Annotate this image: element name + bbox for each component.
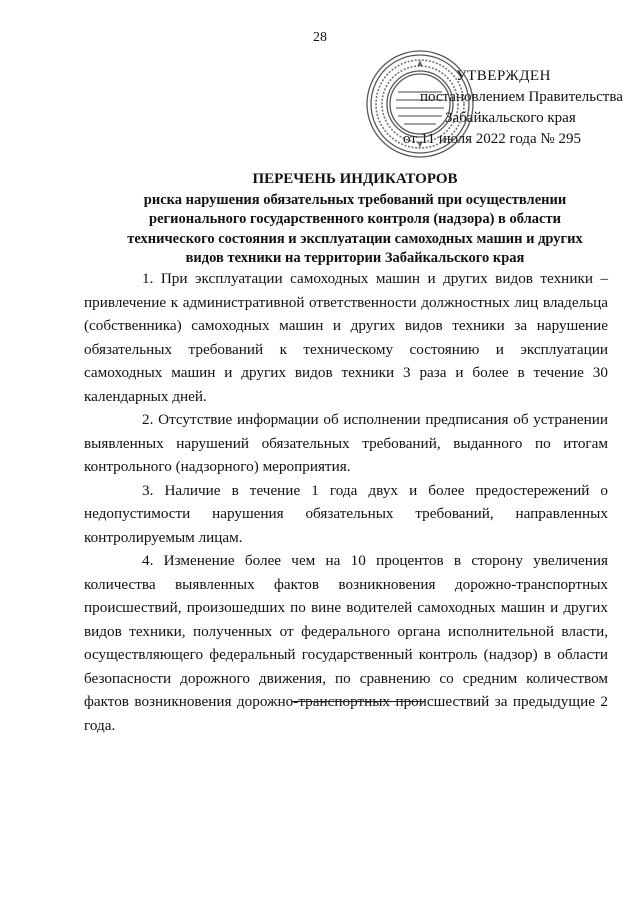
list-item: 1. При эксплуатации самоходных машин и других видов техники – привлечение к административной ответственности должностных лиц владельца (собственника) самоходных машин и других видов техники за нарушение обязательных требований к техническому состоянию и эксплуатации самоходных машин и других видов техники 3 раза и более в течение 30 календарных дней. [84, 270, 608, 405]
indicator-list [84, 267, 608, 737]
title-heading: ПЕРЕЧЕНЬ ИНДИКАТОРОВ [252, 171, 458, 187]
title-subheading: риска нарушения обязательных требований при осуществлении регионального государственного контроля (надзора) в области технического состояния и эксплуатации самоходных машин и других видов техники на территории Забайкальского края [127, 191, 583, 266]
list-item: 4. Изменение более чем на 10 процентов в сторону увеличения количества выявленных фактов возникновения дорожно-транспортных происшествий, произошедших по вине водителей самоходных машин и других видов техники, полученных от федерального органа исполнительной власти, осуществляющего федеральный государственный контроль (надзор) в области безопасности дорожного движения, по сравнению со средним количеством фактов возникновения дорожно-транспортных происшествий за предыдущие 2 года. [84, 552, 608, 734]
list-item: 2. Отсутствие информации об исполнении предписания об устранении выявленных нарушений обязательных требований, выданного по итогам контрольного (надзорного) мероприятия. [84, 411, 608, 475]
approval-date: от 11 июля 2022 года № 295 [403, 131, 581, 147]
closing-divider-line [292, 701, 425, 702]
list-item: 3. Наличие в течение 1 года двух и более предостережений о недопустимости нарушения обязательных требований, направленных контролируемым лицам. [84, 481, 608, 546]
document-title [120, 170, 590, 269]
approval-region: Забайкальского края [445, 110, 576, 126]
official-seal-stamp [364, 48, 476, 160]
approval-decree: постановлением Правительства [420, 89, 623, 105]
approval-heading: УТВЕРЖДЕН [456, 68, 551, 84]
page-number: 28 [313, 30, 327, 45]
